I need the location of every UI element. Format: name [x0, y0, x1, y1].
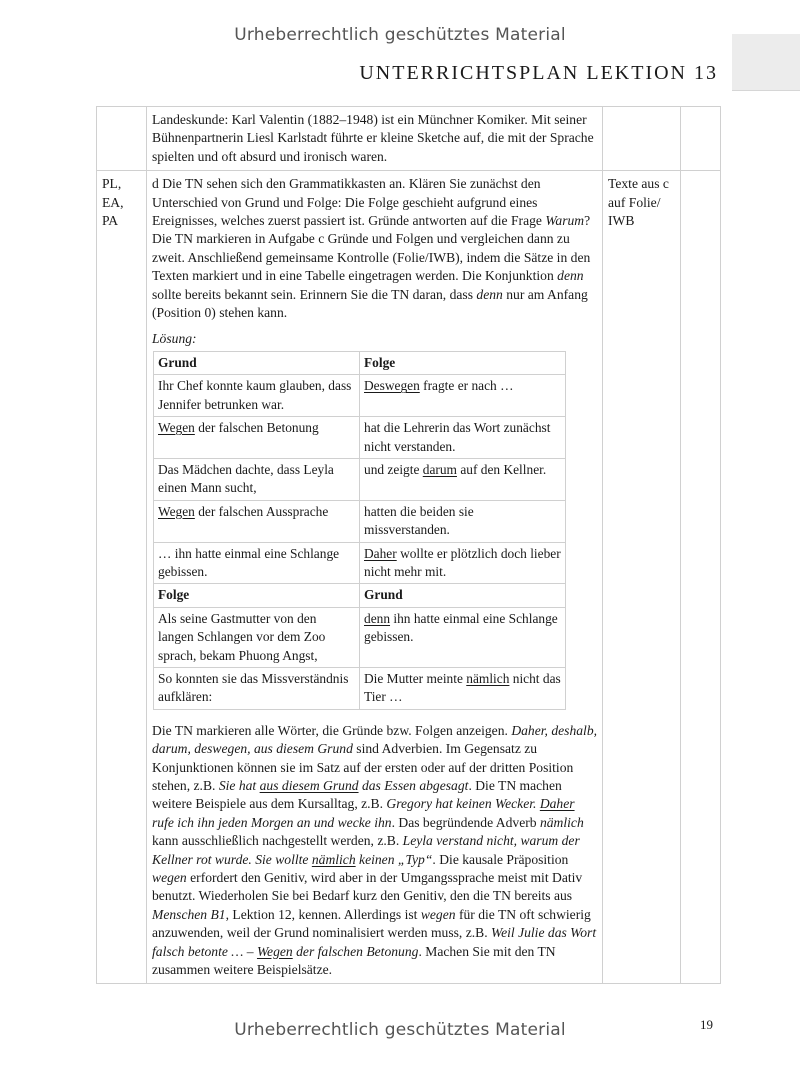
grammar-explanation: Die TN markieren alle Wörter, die Gründe bzw. Folgen anzeigen. Daher, deshalb, darum, deswegen, aus diesem Grund sind Adverbien. Im Gegensatz zu Konjunktionen können sie im Satz auf der ersten oder auf der dritten Position stehen, z.B. Sie hat aus diesem Grund das Essen abgesagt. Die TN machen weitere Beispiele aus dem Kursalltag, z.B. Gregory hat keinen Wecker. Daher rufe ich ihn jeden Morgen an und wecke ihn. Das begründende Adverb nämlich kann ausschließlich nachgestellt werden, z.B. Leyla verstand nicht, warum der Kellner rot wurde. Sie wollte nämlich keinen „Typ“. Die kausale Präposition wegen erfordert den Genitiv, wird aber in der Umgangssprache meist mit Dativ benutzt. Wiederholen Sie bei Bedarf kurz den Genitiv, den die TN bereits aus Menschen B1, Lektion 12, kennen. Allerdings ist wegen für die TN oft schwierig anzuwenden, weil der Grund nominalisiert werden muss, z.B. Weil Julie das Wort falsch betonte … – Wegen der falschen Betonung. Machen Sie mit den TN zusammen weitere Beispielsätze. [152, 722, 598, 978]
social-form-item: PA [102, 213, 119, 229]
social-form-cell [97, 107, 147, 171]
solution-label: Lösung: [152, 331, 197, 347]
task-d-instructions: d Die TN sehen sich den Grammatikkasten an. Klären Sie zunächst den Unterschied von Grund und Folge: Die Folge geschieht aufgrund eines Ereignisses, welches zuerst passiert ist. Gründe antworten auf die Frage Warum? Die TN markieren in Aufgabe c Gründe und Folgen und vergleichen dann zu zweit. Anschließend gemeinsame Kontrolle (Folie/IWB), indem die Sätze in den Texten markiert und in eine Tabelle eingetragen werden. Die Konjunktion denn sollte bereits bekannt sein. Erinnern Sie die TN daran, dass denn nur am Anfang (Position 0) stehen kann. [152, 176, 591, 321]
table-cell: Deswegen fragte er nach … [360, 375, 566, 417]
copyright-watermark-bottom: Urheberrechtlich geschütztes Material [234, 1020, 566, 1040]
table-row [154, 667, 566, 709]
social-form-cell [97, 171, 147, 984]
column-header-folge: Folge [154, 584, 360, 607]
copyright-watermark-top: Urheberrechtlich geschütztes Material [234, 25, 566, 45]
table-cell: Ihr Chef konnte kaum glauben, dass Jennifer betrunken war. [154, 375, 360, 417]
material-cell [603, 107, 681, 171]
page-number: 19 [700, 1017, 713, 1032]
social-form-item: PL, [102, 176, 122, 192]
table-row [154, 417, 566, 459]
table-row [97, 107, 721, 171]
table-row [154, 458, 566, 500]
table-row [154, 584, 566, 607]
material-line: auf Folie/ [608, 194, 661, 210]
notes-cell [681, 171, 721, 984]
table-cell: Das Mädchen dachte, dass Leyla einen Mann sucht, [154, 458, 360, 500]
page-title: UNTERRICHTSPLAN LEKTION 13 [359, 62, 718, 84]
table-row [154, 375, 566, 417]
table-cell: Daher wollte er plötzlich doch lieber nicht mehr mit. [360, 542, 566, 584]
table-row [154, 500, 566, 542]
table-cell: So konnten sie das Missverständnis aufklären: [154, 667, 360, 709]
table-cell: Wegen der falschen Betonung [154, 417, 360, 459]
table-row [154, 351, 566, 374]
table-row [154, 607, 566, 667]
table-row [97, 171, 721, 984]
table-cell: Als seine Gastmutter von den langen Schlangen vor dem Zoo sprach, bekam Phuong Angst, [154, 607, 360, 667]
material-cell [603, 171, 681, 984]
landeskunde-text: Landeskunde: Karl Valentin (1882–1948) ist ein Münchner Komiker. Mit seiner Bühnenpartnerin Liesl Karlstadt führte er kleine Sketche auf, die mit der Sprache spielten und oft absurd und ironisch waren. [152, 112, 594, 164]
solution-table [153, 351, 566, 710]
social-form-item: EA, [102, 194, 124, 210]
content-cell [147, 107, 603, 171]
table-cell: Wegen der falschen Aussprache [154, 500, 360, 542]
table-row [154, 542, 566, 584]
column-header-grund: Grund [154, 351, 360, 374]
content-cell [147, 171, 603, 984]
table-cell: hatten die beiden sie missverstanden. [360, 500, 566, 542]
table-cell: denn ihn hatte einmal eine Schlange gebissen. [360, 607, 566, 667]
page-corner-tab [732, 34, 800, 91]
lesson-plan-table [96, 106, 721, 984]
table-cell: … ihn hatte einmal eine Schlange gebissen. [154, 542, 360, 584]
column-header-grund: Grund [360, 584, 566, 607]
column-header-folge: Folge [360, 351, 566, 374]
table-cell: und zeigte darum auf den Kellner. [360, 458, 566, 500]
table-cell: hat die Lehrerin das Wort zunächst nicht verstanden. [360, 417, 566, 459]
material-line: Texte aus c [608, 176, 669, 192]
material-line: IWB [608, 213, 635, 229]
notes-cell [681, 107, 721, 171]
table-cell: Die Mutter meinte nämlich nicht das Tier … [360, 667, 566, 709]
